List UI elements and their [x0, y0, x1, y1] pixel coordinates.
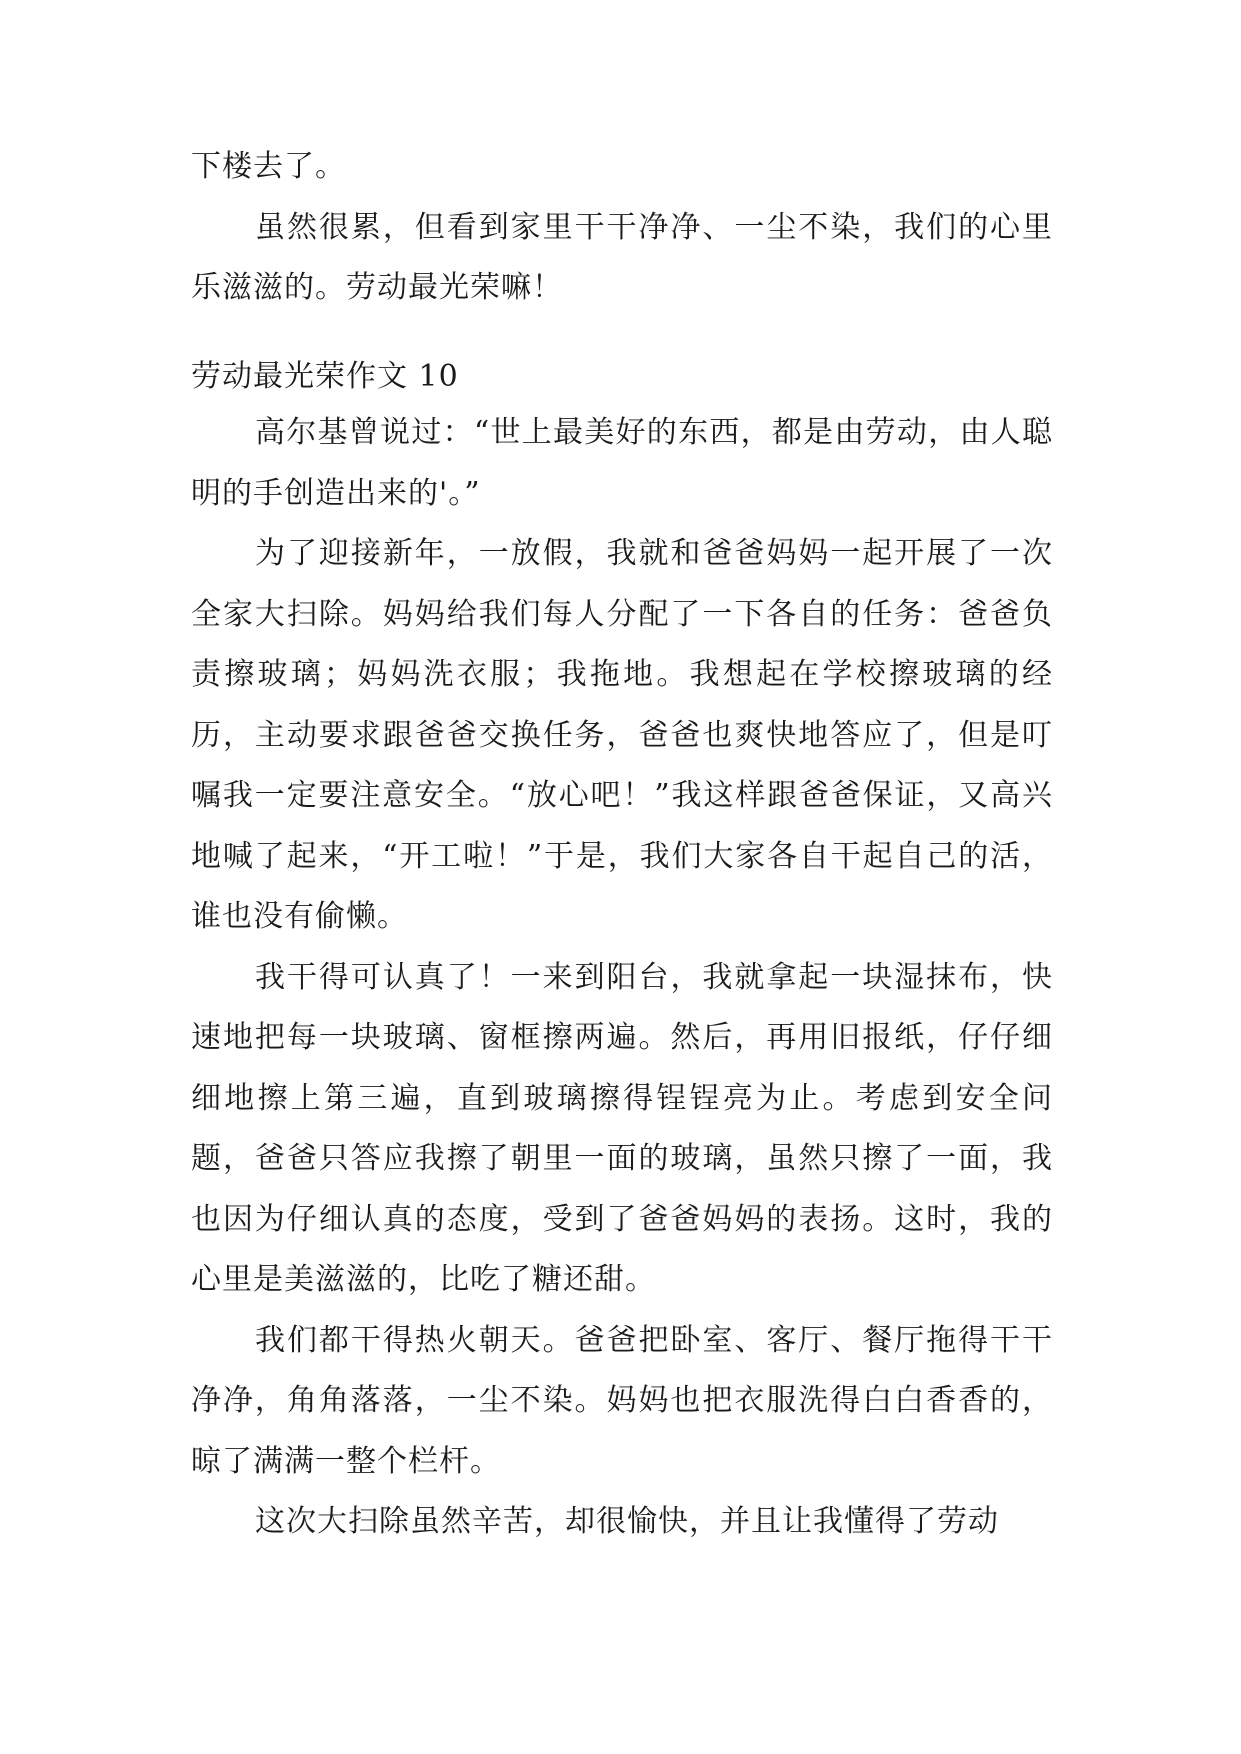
- paragraph-family-work: 我们都干得热火朝天。爸爸把卧室、客厅、餐厅拖得干干净净，角角落落，一尘不染。妈妈也把衣服洗得白白香香的，晾了满满一整个栏杆。: [191, 1322, 1053, 1479]
- paragraph-conclusion: 这次大扫除虽然辛苦，却很愉快，并且让我懂得了劳动: [255, 1504, 999, 1539]
- paragraph-window-cleaning: 我干得可认真了！一来到阳台，我就拿起一块湿抹布，快速地把每一块玻璃、窗框擦两遍。然后，再用旧报纸，仔仔细细地擦上第三遍，直到玻璃擦得锃锃亮为止。考虑到安全问题，爸爸只答应我擦了朝里一面的玻璃，虽然只擦了一面，我也因为仔细认真的态度，受到了爸爸妈妈的表扬。这时，我的心里是美滋滋的，比吃了糖还甜。: [191, 959, 1053, 1297]
- section-heading: 劳动最光荣作文 10: [191, 359, 459, 394]
- top-text-block: [191, 137, 1053, 319]
- essay-body: [191, 403, 1053, 1553]
- closing-paragraph: 虽然很累，但看到家里干干净净、一尘不染，我们的心里乐滋滋的。劳动最光荣嘛！: [191, 209, 1053, 305]
- paragraph-cleaning-plan: 为了迎接新年，一放假，我就和爸爸妈妈一起开展了一次全家大扫除。妈妈给我们每人分配了一下各自的任务：爸爸负责擦玻璃；妈妈洗衣服；我拖地。我想起在学校擦玻璃的经历，主动要求跟爸爸交换任务，爸爸也爽快地答应了，但是叮嘱我一定要注意安全。“放心吧！”我这样跟爸爸保证，又高兴地喊了起来，“开工啦！”于是，我们大家各自干起自己的活，谁也没有偷懒。: [191, 536, 1053, 934]
- continuation-line: 下楼去了。: [191, 149, 346, 184]
- paragraph-quote: 高尔基曾说过：“世上最美好的东西，都是由劳动，由人聪明的手创造出来的'。”: [191, 415, 1053, 511]
